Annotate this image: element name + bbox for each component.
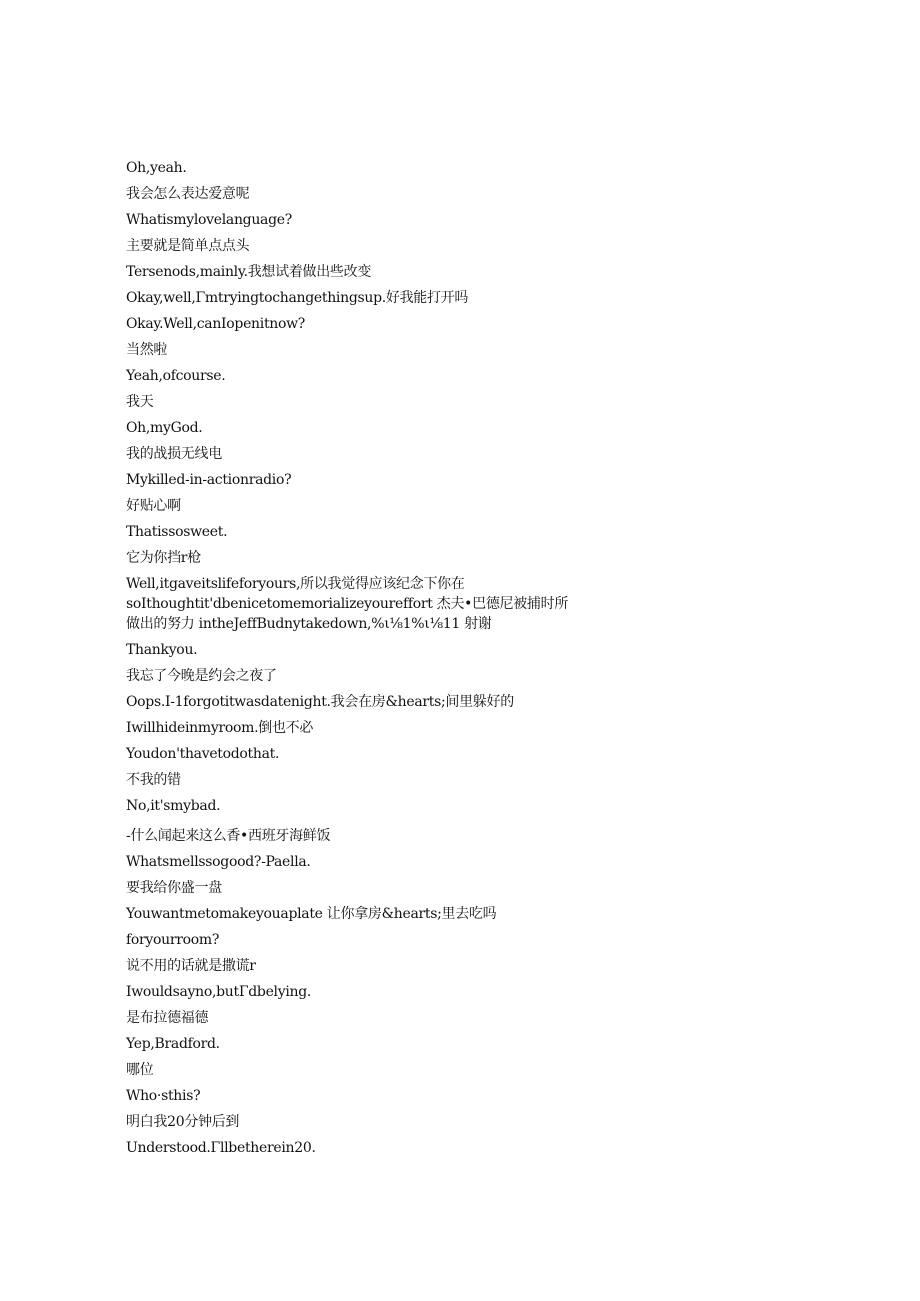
text-line: Oops.I-1forgotitwasdatenight.我会在房&hearts;间里躲好的 <box>126 694 514 710</box>
text-line: Oh,myGod. <box>126 420 203 436</box>
text-line: Yeah,ofcourse. <box>126 368 226 384</box>
text-line: 做出的努力 intheJeffBudnytakedown,%ι⅛1%ι⅛11 射谢 <box>126 616 492 632</box>
text-line: Who·sthis? <box>126 1088 201 1104</box>
text-line: 我忘了今晚是约会之夜了 <box>126 668 277 684</box>
text-line: 它为你挡r枪 <box>126 550 201 566</box>
text-line: Oh,yeah. <box>126 160 187 176</box>
text-line: 当然啦 <box>126 342 168 358</box>
text-line: Well,itgaveitslifeforyours,所以我觉得应该纪念下你在 <box>126 576 465 592</box>
text-line: Thankyou. <box>126 642 198 658</box>
text-line: foryourroom? <box>126 932 220 948</box>
text-line: Tersenods,mainly.我想试着做出些改变 <box>126 264 372 280</box>
text-line: 要我给你盛一盘 <box>126 880 222 896</box>
text-line: Understood.Γllbetherein20. <box>126 1140 316 1156</box>
text-line: No,it'smybad. <box>126 798 221 814</box>
text-line: -什么闻起来这么香•西班牙海鲜饭 <box>126 828 331 844</box>
text-line: Thatissosweet. <box>126 524 228 540</box>
text-line: Okay.Well,canIopenitnow? <box>126 316 306 332</box>
text-line: Yep,Bradford. <box>126 1036 220 1052</box>
text-line: soIthoughtit'dbenicetomemorializeyoureffort 杰夫•巴德尼被捕时所 <box>126 596 569 612</box>
text-line: Mykilled-in-actionradio? <box>126 472 292 488</box>
text-line: Iwouldsayno,butΓdbelying. <box>126 984 312 1000</box>
subtitle-text-block <box>126 158 846 1164</box>
text-line: 我天 <box>126 394 154 410</box>
text-line: 好贴心啊 <box>126 498 181 514</box>
text-line: 主要就是简单点点头 <box>126 238 250 254</box>
text-line: 不我的错 <box>126 772 181 788</box>
text-line: 说不用的话就是撒谎r <box>126 958 256 974</box>
text-line: 哪位 <box>126 1062 154 1078</box>
text-line: Whatismylovelanguage? <box>126 212 292 228</box>
text-line: 是布拉德福德 <box>126 1010 209 1026</box>
text-line: Youwantmetomakeyouaplate 让你拿房&hearts;里去吃吗 <box>126 906 497 922</box>
text-line: Whatsmellssogood?-Paella. <box>126 854 311 870</box>
text-line: 明白我20分钟后到 <box>126 1114 240 1130</box>
text-line: 我会怎么表达爱意呢 <box>126 186 250 202</box>
text-line: Youdon'thavetodothat. <box>126 746 280 762</box>
text-line: Iwillhideinmyroom.倒也不必 <box>126 720 314 736</box>
text-line: Okay,well,Γmtryingtochangethingsup.好我能打开吗 <box>126 290 469 306</box>
text-line: 我的战损无线电 <box>126 446 222 462</box>
